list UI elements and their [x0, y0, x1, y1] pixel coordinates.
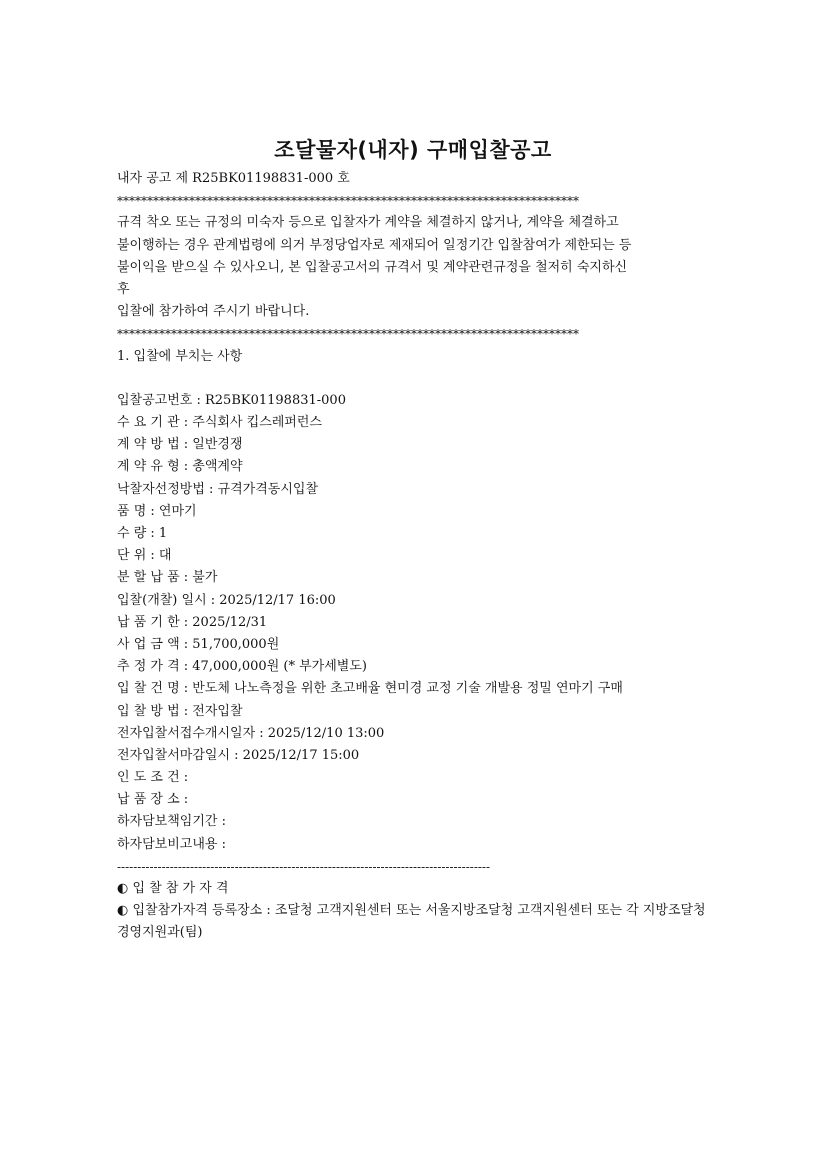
- field-quantity: 수 량 : 1: [117, 526, 168, 541]
- field-bid-opening-datetime: 입찰(개찰) 일시 : 2025/12/17 16:00: [117, 592, 336, 608]
- separator-stars-bottom: *****************************************************************************: [117, 327, 579, 342]
- field-winner-selection: 낙찰자선정방법 : 규격가격동시입찰: [117, 481, 319, 497]
- field-delivery-terms: 인 도 조 건 :: [117, 770, 189, 786]
- field-ebid-start: 전자입찰서접수개시일자 : 2025/12/10 13:00: [117, 725, 385, 741]
- section-heading: 1. 입찰에 부치는 사항: [117, 348, 243, 364]
- warning-line: 후: [117, 281, 130, 297]
- field-delivery-deadline: 납 품 기 한 : 2025/12/31: [117, 614, 268, 630]
- field-split-delivery: 분 할 납 품 : 불가: [117, 570, 218, 586]
- field-bid-method: 입 찰 방 법 : 전자입찰: [117, 703, 243, 719]
- notice-number: 내자 공고 제 R25BK01198831-000 호: [117, 171, 350, 186]
- qualification-text: ◐ 입찰참가자격 등록장소 : 조달청 고객지원센터 또는 서울지방조달청 고객지원센터 또는 각 지방조달청 경영지원과(팀): [117, 903, 706, 941]
- field-item-name: 품 명 : 연마기: [117, 503, 197, 519]
- separator-dashes: --------------------------------------------------------------------------------------------: [117, 859, 491, 874]
- field-bid-title: 입 찰 건 명 : 반도체 나노측정을 위한 초고배율 현미경 교정 기술 개발용 정밀 연마기 구매: [117, 681, 623, 697]
- field-bid-number: 입찰공고번호 : R25BK01198831-000: [117, 392, 346, 408]
- spacer: [117, 368, 711, 390]
- field-ebid-deadline: 전자입찰서마감일시 : 2025/12/17 15:00: [117, 747, 360, 763]
- warning-line: 불이행하는 경우 관계법령에 의거 부정당업자로 제재되어 일정기간 입찰참여가 제한되는 등: [117, 237, 632, 253]
- warning-line: 규격 착오 또는 규정의 미숙자 등으로 입찰자가 계약을 체결하지 않거나, 계약을 체결하고: [117, 215, 619, 231]
- field-warranty-period: 하자담보책임기간 :: [117, 814, 226, 830]
- field-unit: 단 위 : 대: [117, 548, 172, 564]
- field-delivery-place: 납 품 장 소 :: [117, 792, 189, 808]
- warning-line: 입찰에 참가하여 주시기 바랍니다.: [117, 304, 310, 320]
- warning-block: [117, 212, 711, 323]
- field-project-amount: 사 업 금 액 : 51,700,000원: [117, 636, 280, 652]
- field-warranty-notes: 하자담보비고내용 :: [117, 836, 226, 852]
- page-title: 조달물자(내자) 구매입찰공고: [274, 138, 552, 162]
- field-demand-agency: 수 요 기 관 : 주식회사 킵스레퍼런스: [117, 415, 322, 431]
- field-contract-type: 계 약 유 형 : 총액계약: [117, 459, 243, 475]
- qualification-heading: ◐ 입 찰 참 가 자 격: [117, 881, 229, 896]
- document-body: [117, 168, 711, 945]
- bid-details-list: [117, 390, 711, 856]
- field-estimated-price: 추 정 가 격 : 47,000,000원 (* 부가세별도): [117, 659, 367, 675]
- warning-line: 불이익을 받으실 수 있사오니, 본 입찰공고서의 규격서 및 계약관련규정을 철저히 숙지하신: [117, 259, 628, 275]
- field-contract-method: 계 약 방 법 : 일반경쟁: [117, 437, 243, 453]
- separator-stars-top: *****************************************************************************: [117, 194, 579, 209]
